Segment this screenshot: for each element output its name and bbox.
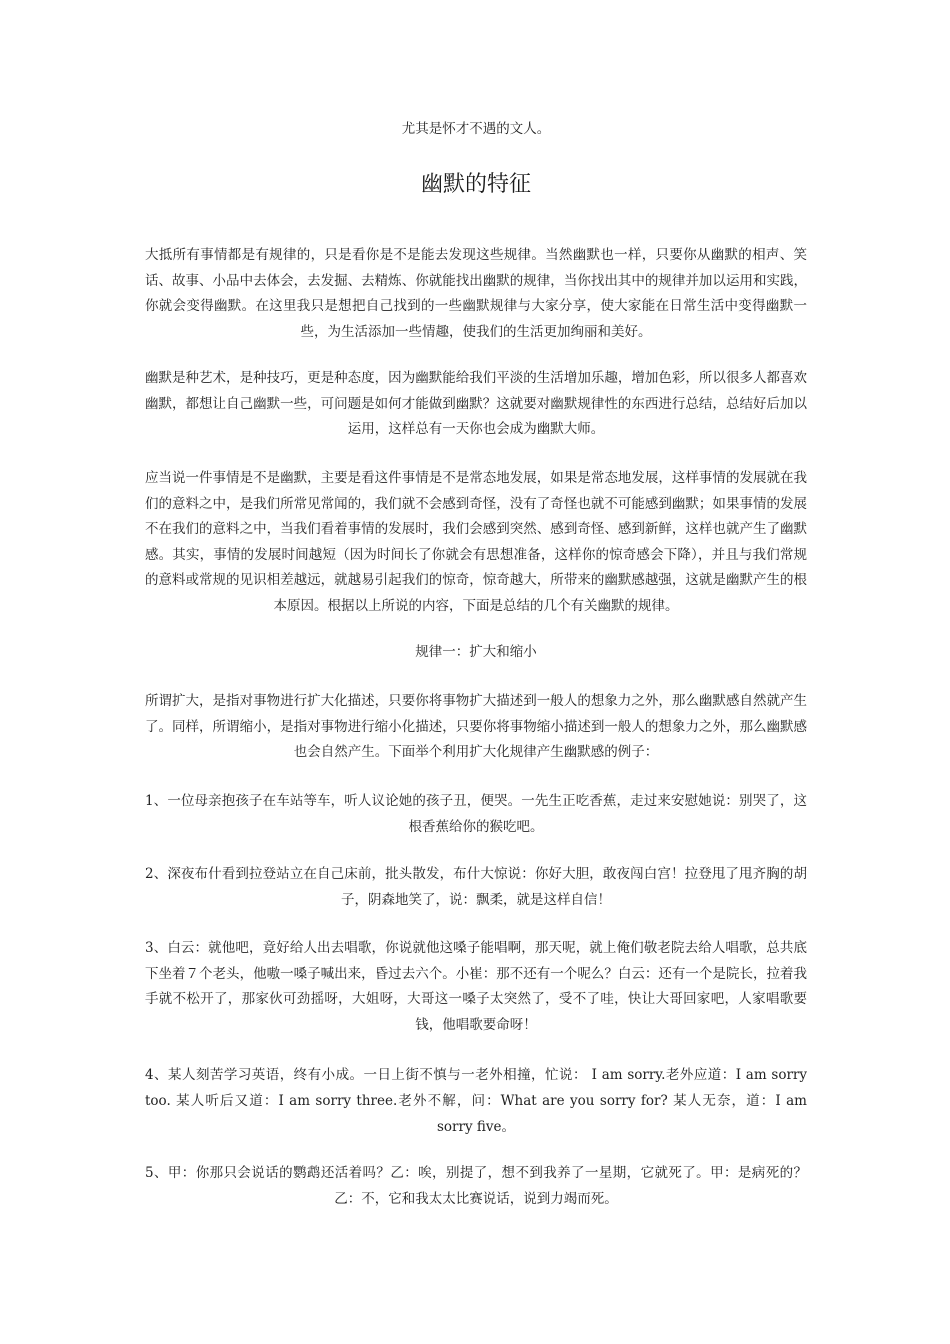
paragraph-art: 幽默是种艺术，是种技巧，更是种态度，因为幽默能给我们平淡的生活增加乐趣，增加色彩，所以很多人都喜欢幽默，都想让自己幽默一些，可问题是如何才能做到幽默？这就要对幽默规律性的东西进行总结，总结好后加以运用，这样总有一天你也会成为幽默大师。 (145, 370, 807, 437)
rule-heading: 规律一：扩大和缩小 (415, 644, 537, 660)
rule-paragraph: 所谓扩大，是指对事物进行扩大化描述，只要你将事物扩大描述到一般人的想象力之外，那么幽默感自然就产生了。同样，所谓缩小，是指对事物进行缩小化描述，只要你将事物缩小描述到一般人的想象力之外，那么幽默感也会自然产生。下面举个利用扩大化规律产生幽默感的例子： (145, 693, 807, 760)
example-1: 1、一位母亲抱孩子在车站等车，听人议论她的孩子丑，便哭。一先生正吃香蕉，走过来安慰她说：别哭了，这根香蕉给你的猴吃吧。 (145, 793, 807, 835)
intro-line: 尤其是怀才不遇的文人。 (401, 121, 551, 137)
example-4: 4、某人刻苦学习英语，终有小成。一日上街不慎与一老外相撞，忙说： I am sorry.老外应道：I am sorry too. 某人听后又道：I am sorry three.老外不解，问：What are you sorry for? 某人无奈，道：I am sorry five。 (145, 1067, 807, 1135)
paragraph-cause: 应当说一件事情是不是幽默，主要是看这件事情是不是常态地发展，如果是常态地发展，这样事情的发展就在我们的意料之中，是我们所常见常闻的，我们就不会感到奇怪，没有了奇怪也就不可能感到幽默；如果事情的发展不在我们的意料之中，当我们看着事情的发展时，我们会感到突然、感到奇怪、感到新鲜，这样也就产生了幽默感。其实，事情的发展时间越短（因为时间长了你就会有思想准备，这样你的惊奇感会下降），并且与我们常规的意料或常规的见识相差越远，就越易引起我们的惊奇，惊奇越大，所带来的幽默感越强，这就是幽默产生的根本原因。根据以上所说的内容，下面是总结的几个有关幽默的规律。 (145, 470, 807, 614)
example-3: 3、白云：就他吧，竟好给人出去唱歌，你说就他这嗓子能唱啊，那天呢，就上俺们敬老院去给人唱歌，总共底下坐着７个老头，他嗷一嗓子喊出来，昏过去六个。小崔：那不还有一个呢么？白云：还有一个是院长，拉着我手就不松开了，那家伙可劲摇呀，大姐呀，大哥这一嗓子太突然了，受不了哇，快让大哥回家吧，人家唱歌要钱，他唱歌要命呀！ (145, 940, 807, 1033)
example-5: 5、甲：你那只会说话的鹦鹉还活着吗？乙：唉，别提了，想不到我养了一星期，它就死了。甲：是病死的？乙：不，它和我太太比赛说话，说到力竭而死。 (145, 1165, 807, 1207)
page-title: 幽默的特征 (420, 172, 531, 197)
paragraph-intro: 大抵所有事情都是有规律的，只是看你是不是能去发现这些规律。当然幽默也一样，只要你从幽默的相声、笑话、故事、小品中去体会，去发掘、去精炼、你就能找出幽默的规律，当你找出其中的规律并加以运用和实践，你就会变得幽默。在这里我只是想把自己找到的一些幽默规律与大家分享，使大家能在日常生活中变得幽默一些，为生活添加一些情趣，使我们的生活更加绚丽和美好。 (145, 247, 807, 340)
example-2: 2、深夜布什看到拉登站立在自己床前，批头散发，布什大惊说：你好大胆，敢夜闯白宫！拉登甩了甩齐胸的胡子，阴森地笑了，说：飘柔，就是这样自信！ (145, 866, 807, 908)
